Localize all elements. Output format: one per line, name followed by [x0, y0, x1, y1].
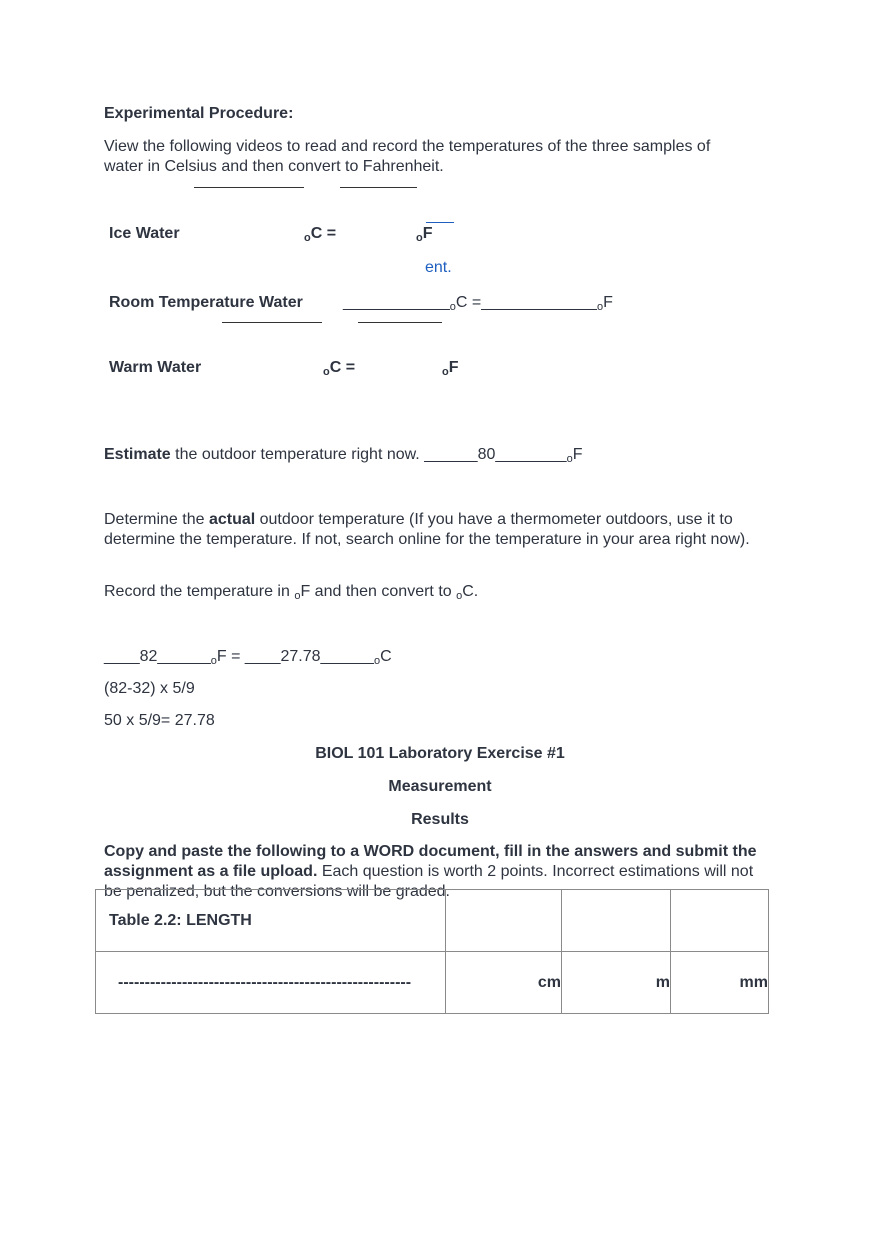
results-heading: Results [411, 811, 469, 828]
warm-water-label: Warm Water [109, 359, 202, 376]
record-instruction: Record the temperature in oF and then convert to oC. [104, 583, 479, 602]
table-row [96, 952, 769, 1014]
room-water-answer: ____________oC =_____________oF [343, 294, 613, 313]
conversion-step-1: (82-32) x 5/9 [104, 680, 195, 697]
intro-line-1: View the following videos to read and record the temperatures of the three samples of [104, 138, 711, 155]
column-header-mm: mm [671, 952, 769, 1014]
section-heading: Experimental Procedure: [104, 105, 294, 122]
answer-blank [426, 222, 454, 223]
table-cell [671, 890, 769, 952]
dash-separator: ------------------------------------------------------- [118, 973, 412, 991]
warm-water-fahrenheit-unit: oF [442, 359, 459, 378]
room-water-label: Room Temperature Water [109, 294, 303, 311]
intro-paragraph [104, 137, 784, 177]
ice-water-label: Ice Water [109, 225, 180, 242]
conversion-step-2: 50 x 5/9= 27.78 [104, 712, 215, 729]
table-cell [562, 890, 671, 952]
intro-line-2: water in Celsius and then convert to Fahrenheit. [104, 158, 444, 175]
instructions-paragraph: Copy and paste the following to a WORD document, fill in the answers and submit the assignment as a file upload. Each question is worth 2 points. Incorrect estimations will not be penalized, but the conversions will be graded. [104, 843, 757, 900]
table-cell [96, 952, 446, 1014]
column-header-m: m [562, 952, 671, 1014]
exercise-subtitle: Measurement [388, 778, 492, 795]
stray-text: ent. [425, 259, 452, 276]
conversion-answer: ____82______oF = ____27.78______oC [104, 648, 392, 667]
estimate-line: Estimate the outdoor temperature right now. ______80________oF [104, 446, 583, 465]
table-title: Table 2.2: LENGTH [109, 911, 252, 929]
answer-blank [222, 322, 322, 323]
actual-paragraph: Determine the actual outdoor temperature (If you have a thermometer outdoors, use it to determine the temperature. If not, search online for the temperature in your area right now). [104, 511, 750, 548]
course-title: BIOL 101 Laboratory Exercise #1 [315, 745, 565, 762]
column-header-cm: cm [446, 952, 562, 1014]
table-title-cell [96, 890, 446, 952]
table-row [96, 890, 769, 952]
table-cell [446, 890, 562, 952]
ice-water-celsius-unit: oC = [304, 225, 337, 244]
answer-blank [340, 187, 417, 188]
ice-water-fahrenheit-unit: oF [416, 225, 433, 244]
answer-blank [194, 187, 304, 188]
warm-water-celsius-unit: oC = [323, 359, 356, 378]
answer-blank [358, 322, 442, 323]
length-table [95, 889, 769, 1014]
